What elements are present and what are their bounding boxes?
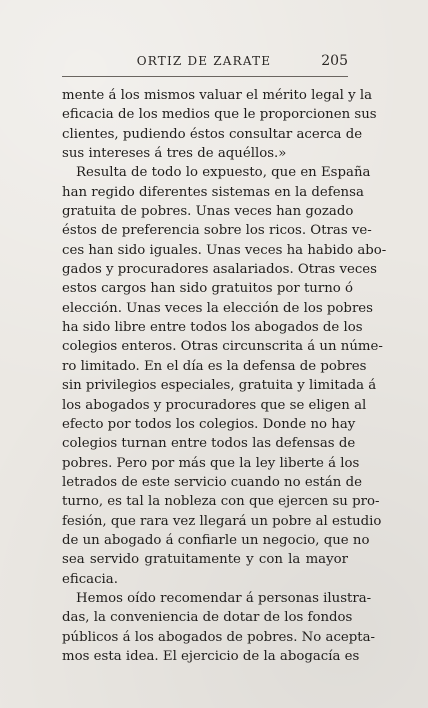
text-line: los abogados y procuradores que se eligen al bbox=[62, 397, 367, 413]
text-line: gratuita de pobres. Unas veces han gozado bbox=[62, 204, 354, 220]
text-line: colegios turnan entre todos las defensas de bbox=[62, 436, 356, 452]
text-line: Hemos oído recomendar á personas ilustra- bbox=[76, 590, 372, 606]
text-line: letrados de este servicio cuando no están de bbox=[62, 474, 362, 490]
text-line: turno, es tal la nobleza con que ejercen su pro- bbox=[62, 494, 380, 510]
running-title: ORTIZ DE ZARATE bbox=[136, 54, 272, 68]
text-line: colegios enteros. Otras circunscrita á un núme- bbox=[62, 339, 383, 355]
body-text bbox=[62, 86, 387, 666]
text-line: estos cargos han sido gratuitos por turno ó bbox=[62, 281, 354, 297]
text-line: ces han sido iguales. Unas veces ha habido abo- bbox=[62, 242, 387, 258]
header-rule bbox=[62, 76, 348, 77]
text-line: fesión, que rara vez llegará un pobre al estudio bbox=[62, 513, 382, 529]
text-line: ha sido libre entre todos los abogados de los bbox=[62, 320, 363, 336]
page-number: 205 bbox=[321, 53, 348, 69]
text-line: ro limitado. En el día es la defensa de pobres bbox=[62, 358, 367, 374]
text-line: mente á los mismos valuar el mérito legal y la bbox=[62, 88, 373, 103]
text-line: mos esta idea. El ejercicio de la abogacía es bbox=[62, 648, 360, 664]
text-line: sea servido gratuitamente y con la mayor bbox=[62, 552, 348, 568]
text-line: pobres. Pero por más que la ley liberte á los bbox=[62, 455, 360, 471]
text-line: éstos de preferencia sobre los ricos. Otras ve- bbox=[62, 223, 372, 239]
page-header bbox=[60, 54, 348, 72]
text-line: clientes, pudiendo éstos consultar acerca de bbox=[62, 126, 363, 142]
text-line: eficacia. bbox=[62, 571, 118, 587]
text-line: sus intereses á tres de aquéllos.» bbox=[62, 146, 287, 162]
text-line: públicos á los abogados de pobres. No acepta- bbox=[62, 629, 376, 645]
text-line: han regido diferentes sistemas en la defensa bbox=[62, 184, 364, 200]
text-line: elección. Unas veces la elección de los pobres bbox=[62, 300, 373, 316]
text-line: gados y procuradores asalariados. Otras veces bbox=[62, 262, 377, 278]
text-line: sin privilegios especiales, gratuita y limitada á bbox=[62, 378, 377, 394]
text-line: de un abogado á confiarle un negocio, que no bbox=[62, 532, 370, 548]
text-line: eficacia de los medios que le proporcionen sus bbox=[62, 107, 377, 123]
text-line: Resulta de todo lo expuesto, que en España bbox=[76, 165, 371, 181]
text-line: efecto por todos los colegios. Donde no hay bbox=[62, 416, 356, 432]
text-line: das, la conveniencia de dotar de los fondos bbox=[62, 610, 353, 626]
